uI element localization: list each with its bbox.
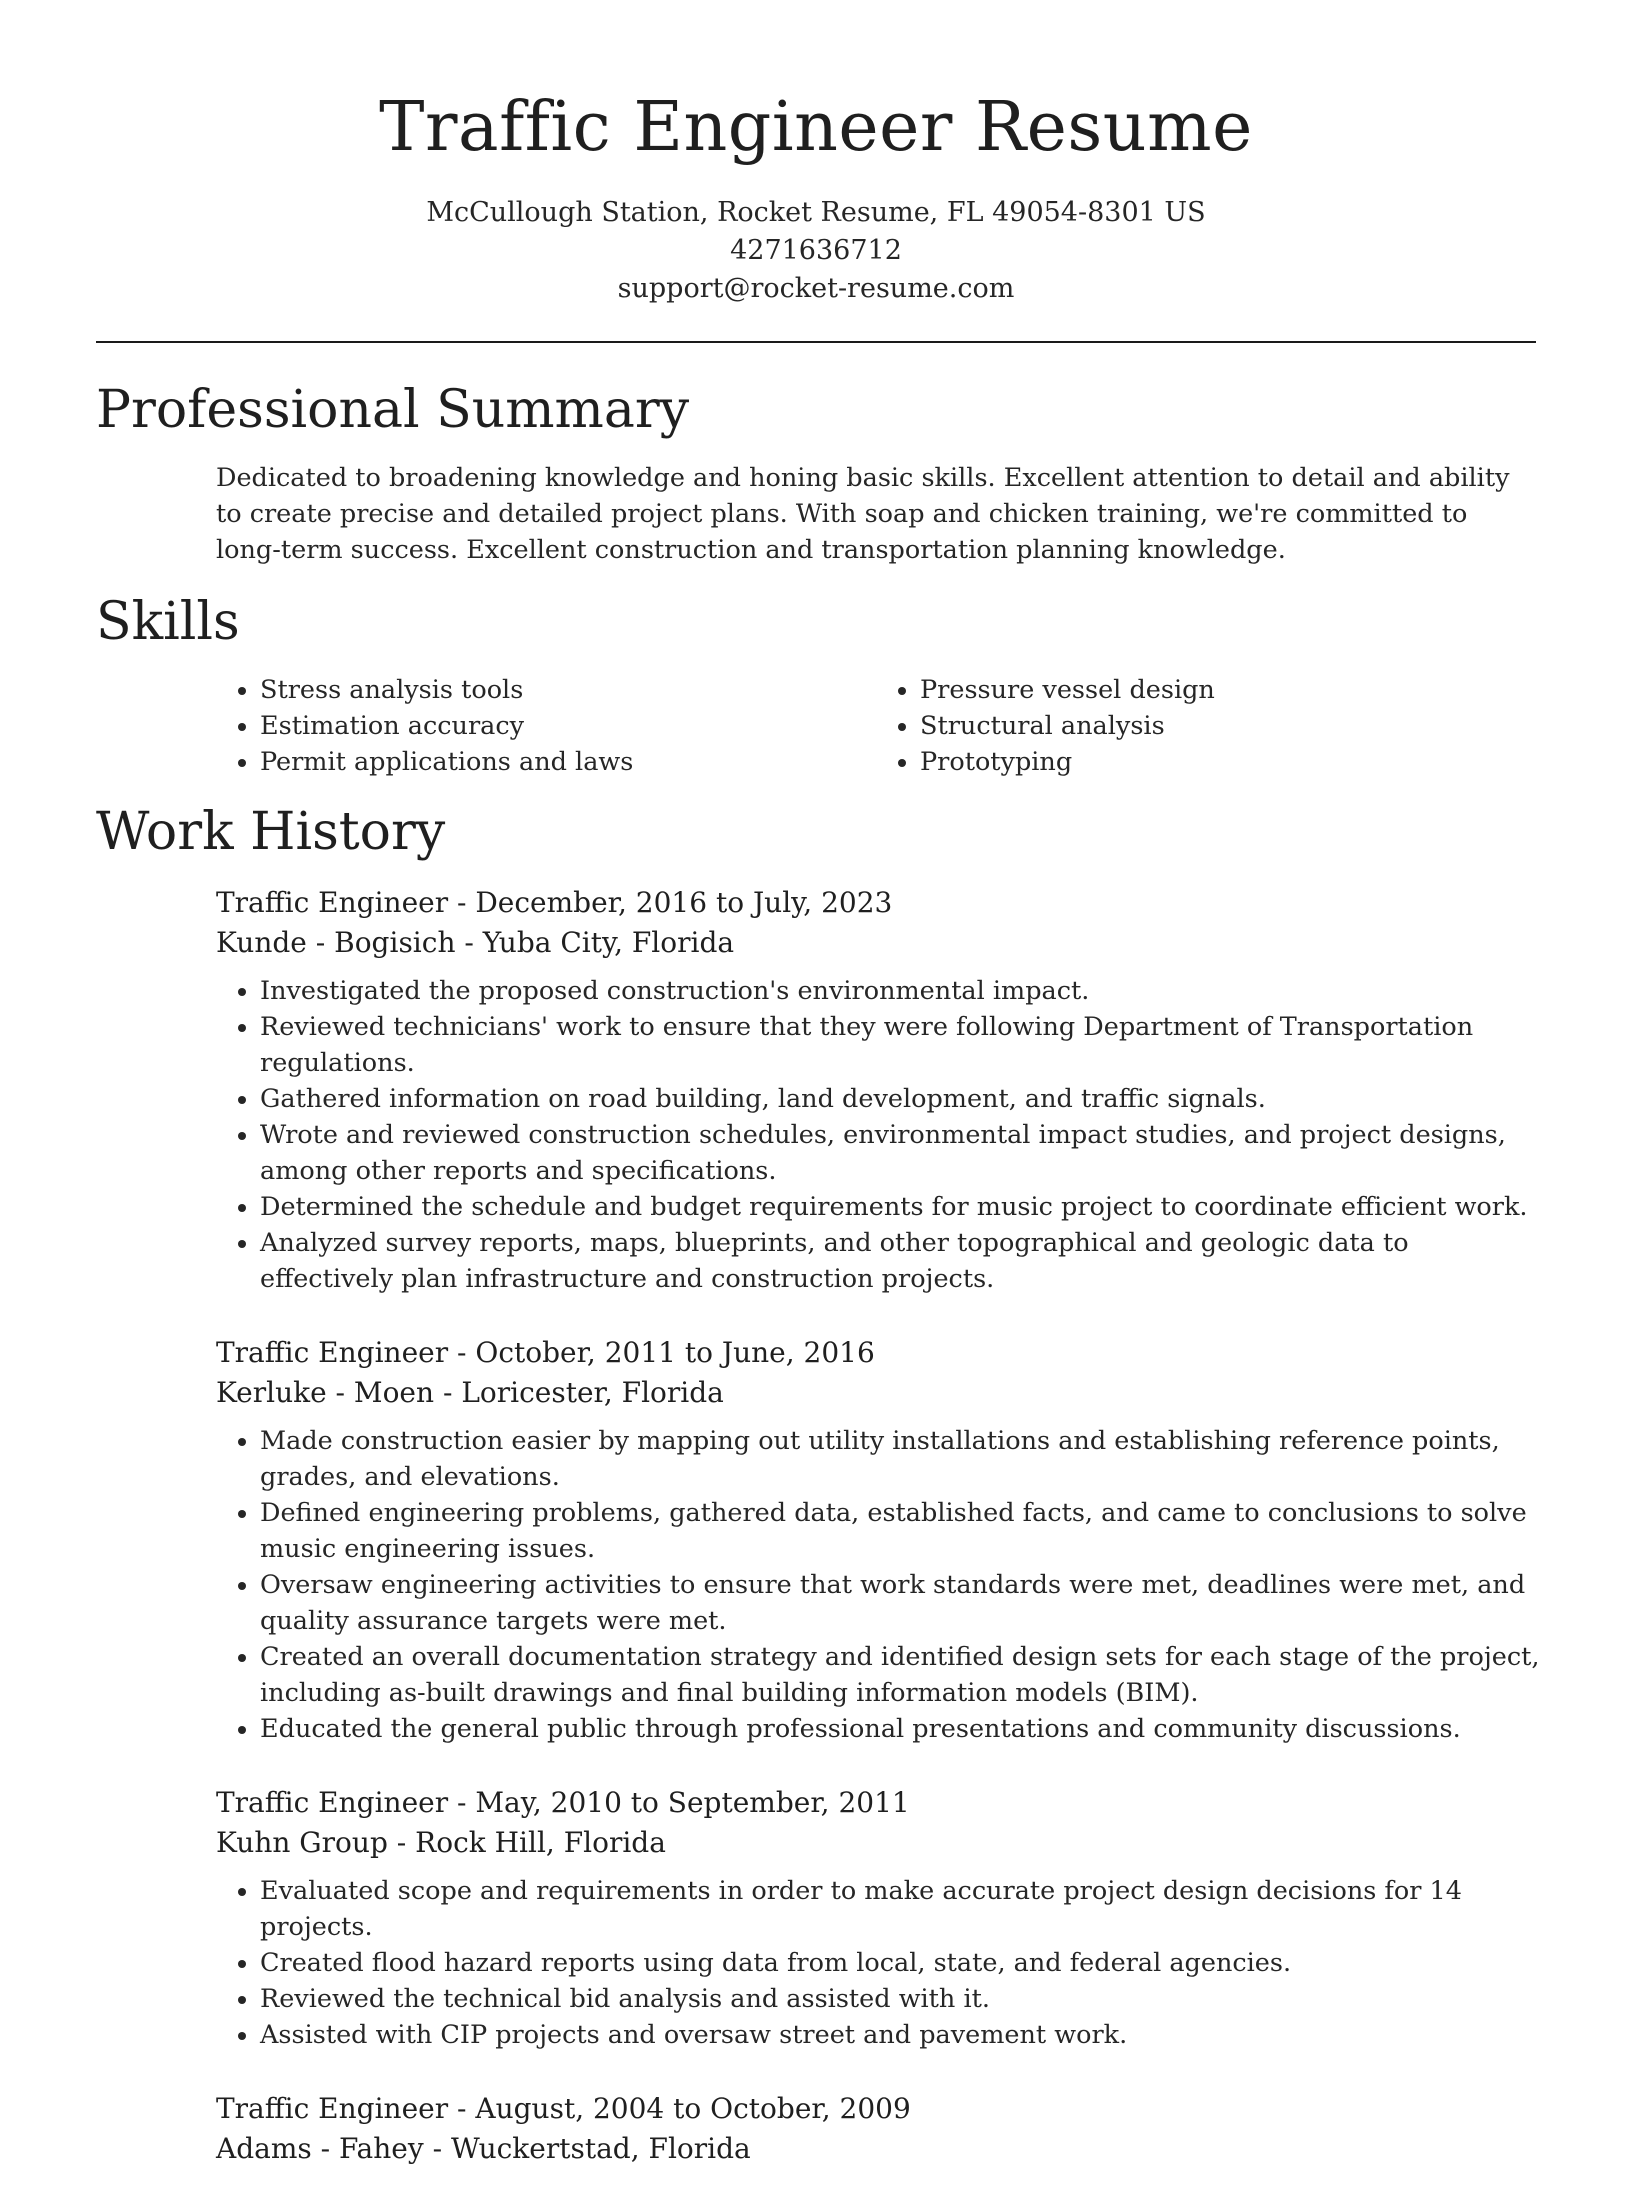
job-bullet: • Made construction easier by mapping out utility installations and establishing reference points, grades, and elevations. xyxy=(260,1423,1546,1495)
job-bullet: • Created flood hazard reports using data from local, state, and federal agencies. xyxy=(260,1945,1546,1981)
skill-item: • Prototyping xyxy=(920,744,1536,780)
job-title: Traffic Engineer xyxy=(216,1786,449,1819)
contact-info xyxy=(0,194,1632,308)
job-bullets xyxy=(216,1423,1546,1747)
job-title-line xyxy=(216,883,1546,923)
job-bullet: • Gathered information on road building, land development, and traffic signals. xyxy=(260,1081,1546,1117)
job-title-line xyxy=(216,2089,1546,2129)
job-title-line xyxy=(216,1783,1546,1823)
job-employer: Kerluke - Moen xyxy=(216,1376,435,1409)
skill-item: • Stress analysis tools xyxy=(260,672,876,708)
job-title: Traffic Engineer xyxy=(216,1336,449,1369)
job-title: Traffic Engineer xyxy=(216,886,449,919)
job-bullet: • Determined the schedule and budget requirements for music project to coordinate efficient work. xyxy=(260,1189,1546,1225)
job-dates: December, 2016 to July, 2023 xyxy=(475,886,893,919)
job-bullets xyxy=(216,973,1546,1297)
separator: - xyxy=(434,1376,462,1409)
summary-text: Dedicated to broadening knowledge and honing basic skills. Excellent attention to detail and ability to create precise and detailed project plans. With soap and chicken training, we're committed to long-term success. Excellent construction and transportation planning knowledge. xyxy=(216,463,1510,565)
job-employer-line xyxy=(216,923,1546,963)
skills-column-right xyxy=(876,672,1536,780)
skills-list xyxy=(216,672,1536,780)
job-bullet: • Educated the general public through professional presentations and community discussions. xyxy=(260,1711,1546,1747)
job-bullets xyxy=(216,1873,1546,2053)
work-history-list xyxy=(216,883,1546,2205)
job-bullet: • Created an overall documentation strategy and identified design sets for each stage of the project, including as-built drawings and final building information models (BIM). xyxy=(260,1639,1546,1711)
separator: - xyxy=(448,886,476,919)
job-location: Yuba City, Florida xyxy=(482,926,735,959)
separator: - xyxy=(448,1786,476,1819)
job-employer-line xyxy=(216,1373,1546,1413)
job-location: Rock Hill, Florida xyxy=(415,1826,666,1859)
job-entry xyxy=(216,2089,1546,2169)
job-bullet: • Wrote and reviewed construction schedules, environmental impact studies, and project designs, among other reports and specifications. xyxy=(260,1117,1546,1189)
job-bullet: • Analyzed survey reports, maps, blueprints, and other topographical and geologic data to effectively plan infrastructure and construction projects. xyxy=(260,1225,1546,1297)
job-bullet: • Evaluated scope and requirements in order to make accurate project design decisions for 14 projects. xyxy=(260,1873,1546,1945)
job-bullet: • Oversaw engineering activities to ensure that work standards were met, deadlines were met, and quality assurance targets were met. xyxy=(260,1567,1546,1639)
job-entry xyxy=(216,1783,1546,2053)
job-title: Traffic Engineer xyxy=(216,2092,449,2125)
separator: - xyxy=(448,1336,476,1369)
header-divider xyxy=(96,341,1536,343)
job-employer-line xyxy=(216,1823,1546,1863)
separator: - xyxy=(423,2132,451,2165)
phone: 4271636712 xyxy=(730,235,902,266)
job-employer: Kunde - Bogisich xyxy=(216,926,456,959)
job-bullet: • Reviewed technicians' work to ensure that they were following Department of Transportation regulations. xyxy=(260,1009,1546,1081)
separator: - xyxy=(455,926,483,959)
summary-heading: Professional Summary xyxy=(96,380,690,440)
job-dates: August, 2004 to October, 2009 xyxy=(475,2092,911,2125)
job-entry xyxy=(216,1333,1546,1747)
job-employer: Kuhn Group xyxy=(216,1826,388,1859)
job-bullet: • Investigated the proposed construction's environmental impact. xyxy=(260,973,1546,1009)
skill-item: • Structural analysis xyxy=(920,708,1536,744)
job-bullet: • Reviewed the technical bid analysis and assisted with it. xyxy=(260,1981,1546,2017)
job-employer: Adams - Fahey xyxy=(216,2132,424,2165)
resume-header xyxy=(0,0,1632,308)
skills-heading: Skills xyxy=(96,592,240,652)
job-bullet: • Defined engineering problems, gathered data, established facts, and came to conclusions to solve music engineering issues. xyxy=(260,1495,1546,1567)
job-location: Wuckertstad, Florida xyxy=(450,2132,751,2165)
work-history-heading: Work History xyxy=(96,802,446,862)
job-dates: May, 2010 to September, 2011 xyxy=(475,1786,910,1819)
job-entry xyxy=(216,883,1546,1297)
job-title-line xyxy=(216,1333,1546,1373)
skill-item: • Estimation accuracy xyxy=(260,708,876,744)
email: support@rocket-resume.com xyxy=(617,273,1015,304)
address: McCullough Station, Rocket Resume, FL 49054-8301 US xyxy=(426,197,1206,228)
separator: - xyxy=(448,2092,476,2125)
resume-title: Traffic Engineer Resume xyxy=(379,88,1253,167)
separator: - xyxy=(387,1826,416,1859)
skill-item: • Pressure vessel design xyxy=(920,672,1536,708)
job-bullet: • Assisted with CIP projects and oversaw street and pavement work. xyxy=(260,2017,1546,2053)
job-dates: October, 2011 to June, 2016 xyxy=(475,1336,875,1369)
skills-column-left xyxy=(216,672,876,780)
job-location: Loricester, Florida xyxy=(461,1376,724,1409)
skill-item: • Permit applications and laws xyxy=(260,744,876,780)
job-employer-line xyxy=(216,2129,1546,2169)
